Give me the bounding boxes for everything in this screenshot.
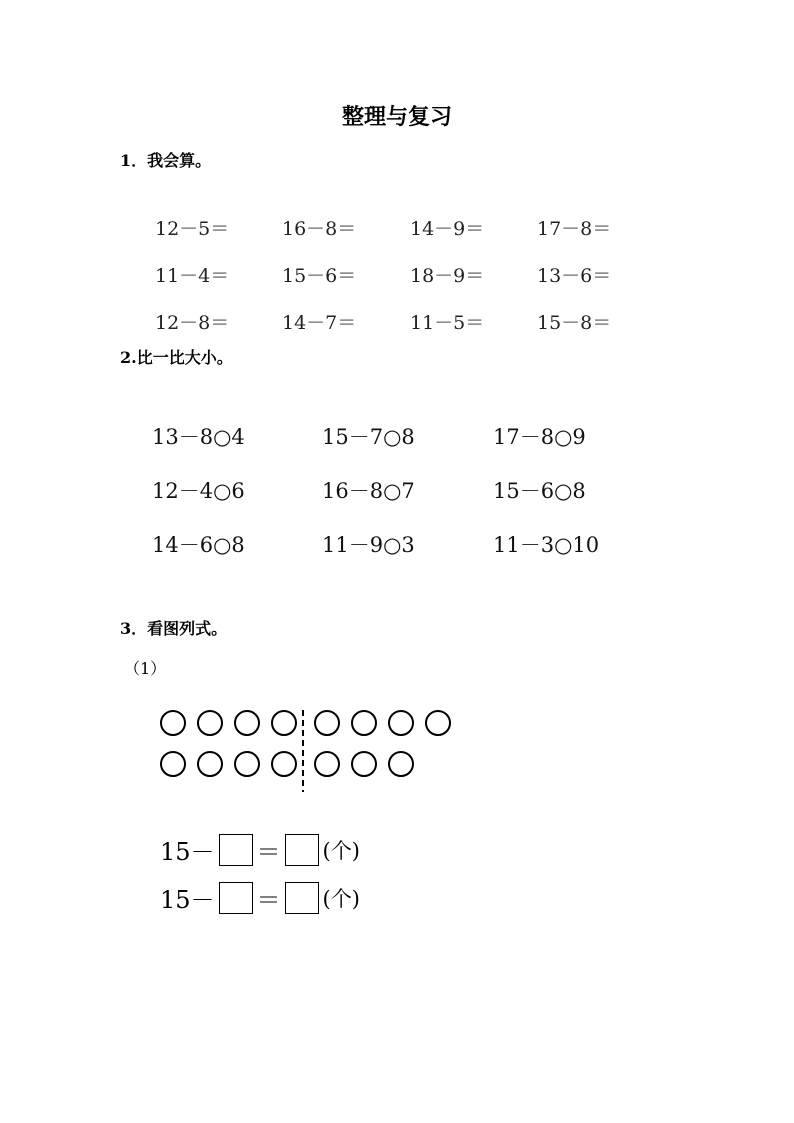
picture-circle (161, 752, 185, 776)
picture-circle (198, 711, 222, 735)
picture-circle (235, 711, 259, 735)
calc-problem: 15－6＝ (282, 265, 357, 287)
compare-problem: 11－9○3 (322, 533, 415, 557)
compare-problem: 14－6○8 (152, 533, 245, 557)
picture-circle (315, 752, 339, 776)
compare-problem: 17－8○9 (493, 425, 586, 449)
equation-start: 15－ (160, 838, 215, 866)
compare-problem: 12－4○6 (152, 479, 245, 503)
calc-problem: 17－8＝ (537, 218, 612, 240)
equals-sign: ＝ (256, 838, 281, 866)
picture-circle (426, 711, 450, 735)
calc-problem: 11－4＝ (155, 265, 230, 287)
picture-circle (161, 711, 185, 735)
picture-circle (235, 752, 259, 776)
equation-row (160, 832, 360, 867)
page-title: 整理与复习 (341, 104, 452, 130)
answer-box[interactable] (219, 882, 253, 914)
picture-circle (198, 752, 222, 776)
calc-problem: 12－8＝ (155, 312, 230, 334)
calc-problem: 15－8＝ (537, 312, 612, 334)
calc-problem: 18－9＝ (410, 265, 485, 287)
compare-problem: 15－7○8 (322, 425, 415, 449)
circle-picture (157, 706, 457, 806)
picture-circle (389, 752, 413, 776)
picture-circle (272, 752, 296, 776)
calc-problem: 11－5＝ (410, 312, 485, 334)
section-2-heading: 2.比一比大小。 (120, 348, 233, 367)
calc-problem: 14－7＝ (282, 312, 357, 334)
equation-start: 15－ (160, 886, 215, 914)
calc-problem: 16－8＝ (282, 218, 357, 240)
compare-problem: 13－8○4 (152, 425, 245, 449)
equals-sign: ＝ (256, 886, 281, 914)
picture-circle (352, 711, 376, 735)
compare-problem: 15－6○8 (493, 479, 586, 503)
unit-label: (个) (322, 838, 360, 863)
answer-box[interactable] (285, 882, 319, 914)
picture-circle (352, 752, 376, 776)
compare-problem: 11－3○10 (493, 533, 600, 557)
picture-circle (315, 711, 339, 735)
section-1-heading: 1．我会算。 (120, 151, 212, 170)
answer-box[interactable] (219, 834, 253, 866)
unit-label: (个) (322, 886, 360, 911)
calc-problem: 12－5＝ (155, 218, 230, 240)
calc-problem: 14－9＝ (410, 218, 485, 240)
equation-row (160, 880, 360, 915)
sub-question-label: （1） (124, 659, 167, 678)
calc-problem: 13－6＝ (537, 265, 612, 287)
answer-box[interactable] (285, 834, 319, 866)
compare-problem: 16－8○7 (322, 479, 415, 503)
section-3-heading: 3．看图列式。 (120, 619, 228, 638)
picture-circle (389, 711, 413, 735)
picture-circle (272, 711, 296, 735)
